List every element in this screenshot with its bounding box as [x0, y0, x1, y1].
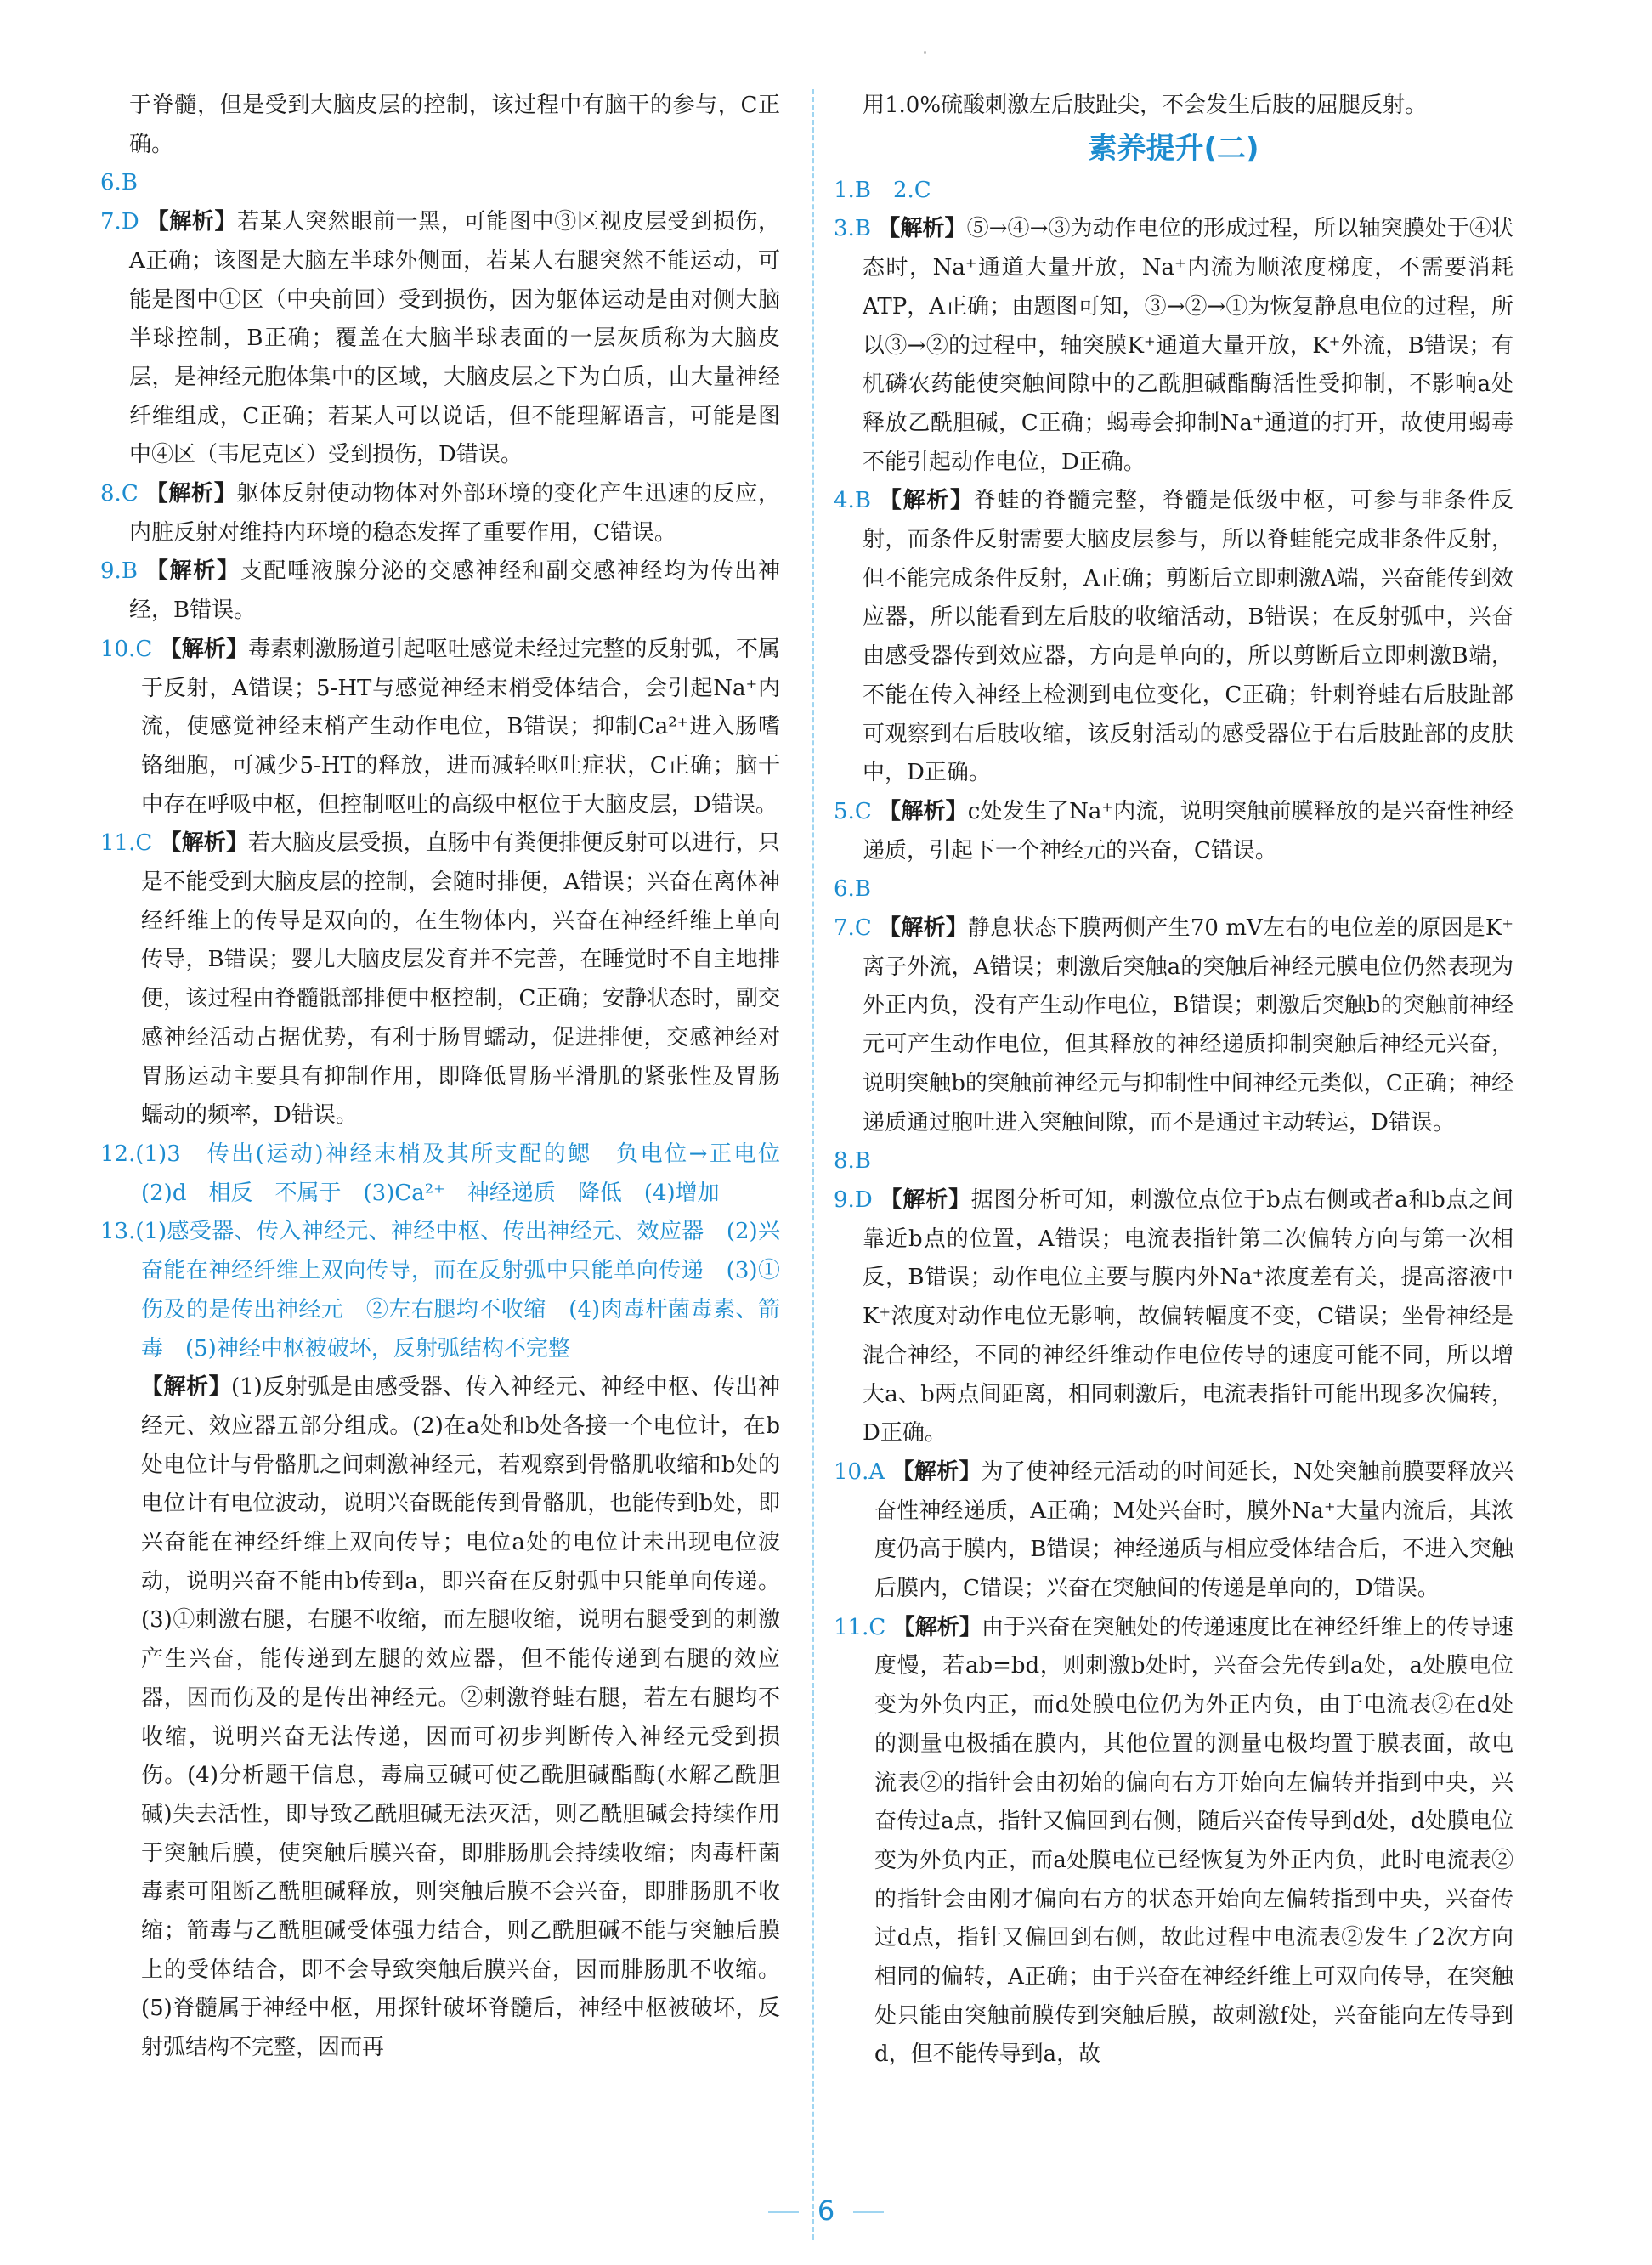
- analysis-text: 若大脑皮层受损，直肠中有粪便排便反射可以进行，只是不能受到大脑皮层的控制，会随时排便，A错误；兴奋在离体神经纤维上的传导是双向的，在生物体内，兴奋在神经纤维上单向传导，B错误；婴儿大脑皮层发育并不完善，在睡觉时不自主地排便，该过程由脊髓骶部排便中枢控制，C正确；安静状态时，副交感神经活动占据优势，有利于肠胃蠕动，促进排便，交感神经对胃肠运动主要具有抑制作用，即降低胃肠平滑肌的紧张性及胃肠蠕动的频率，D错误。: [141, 830, 780, 1129]
- answer-item-13: [100, 1213, 780, 1368]
- analysis-tag: 【解析】: [141, 1374, 231, 1401]
- item-answer: C: [914, 177, 931, 203]
- answer-item-6: [100, 164, 780, 203]
- scan-dot: [924, 51, 926, 54]
- answer-item-1-2: [834, 172, 1513, 211]
- item-answer: C: [854, 915, 872, 942]
- analysis-text: 躯体反射使动物体对外部环境的变化产生迅速的反应，内脏反射对维持内环境的稳态发挥了重要作用，C错误。: [129, 481, 780, 546]
- item-number: 11.: [100, 830, 136, 857]
- left-intro: 于脊髓，但是受到大脑皮层的控制，该过程中有脑干的参与，C正确。: [129, 93, 780, 157]
- analysis-tag: 【解析】: [878, 216, 967, 242]
- answer-item-6: [834, 870, 1513, 909]
- right-column: [834, 87, 1513, 2075]
- footer-rule-left: [768, 2211, 799, 2213]
- analysis-tag: 【解析】: [879, 915, 968, 942]
- answer-item-12: [100, 1135, 803, 1213]
- item-number: 12.: [100, 1141, 136, 1167]
- answer-item-7: [834, 909, 1513, 1142]
- item-number: 5.: [834, 798, 855, 824]
- item-number: 8.: [100, 481, 122, 507]
- section-title: 素养提升(二): [1088, 131, 1259, 166]
- analysis-text: 由于兴奋在突触处的传递速度比在神经纤维上的传导速度慢，若ab=bd，则刺激b处时，兴奋会先传到a处，a处膜电位变为外负内正，而d处膜电位仍为外正内负，由于电流表②在d处的测量电极插在膜内，其他位置的测量电极均置于膜表面，故电流表②的指针会由初始的偏向右方开始向左偏转并指到中央，兴奋传过a点，指针又偏回到右侧，随后兴奋传导到d处，d处膜电位变为外负内正，而a处膜电位已经恢复为外正内负，此时电流表②的指针会由刚才偏向右方的状态开始向左偏转指到中央，兴奋传过d点，指针又偏回到右侧，故此过程中电流表②发生了2次方向相同的偏转，A正确；由于兴奋在神经纤维上可双向传导，在突触处只能由突触前膜传到突触后膜，故刺激f处，兴奋能向左传导到d，但不能传导到a，故: [874, 1614, 1513, 2068]
- item-answer: D: [121, 209, 139, 235]
- item-answer-text: (1)感受器、传入神经元、神经中枢、传出神经元、效应器 (2)兴奋能在神经纤维上双向传导，而在反射弧中只能单向传递 (3)①伤及的是传出神经元 ②左右腿均不收缩 (4)肉毒杆菌毒素、箭毒 (5)神经中枢被破坏，反射弧结构不完整: [135, 1219, 780, 1362]
- analysis-text: ⑤→④→③为动作电位的形成过程，所以轴突膜处于④状态时，Na⁺通道大量开放，Na⁺内流为顺浓度梯度，不需要消耗ATP，A正确；由题图可知，③→②→①为恢复静息电位的过程，所以③→②的过程中，轴突膜K⁺通道大量开放，K⁺外流，B错误；有机磷农药能使突触间隙中的乙酰胆碱酯酶活性受抑制，不影响a处释放乙酰胆碱，C正确；蝎毒会抑制Na⁺通道的打开，故使用蝎毒不能引起动作电位，D正确。: [863, 216, 1513, 475]
- item-number: 2.: [892, 177, 914, 203]
- page-number: 6: [817, 2194, 835, 2227]
- analysis-tag: 【解析】: [159, 830, 248, 857]
- item-number: 3.: [834, 216, 855, 242]
- item-number: 8.: [834, 1148, 855, 1175]
- item-number: 7.: [834, 915, 855, 942]
- analysis-tag: 【解析】: [146, 209, 238, 235]
- column-divider: [812, 89, 814, 2240]
- analysis-text: 为了使神经元活动的时间延长，N处突触前膜要释放兴奋性神经递质，A正确；M处兴奋时，膜外Na⁺大量内流后，其浓度仍高于膜内，B错误；神经递质与相应受体结合后，不进入突触后膜内，C错误；兴奋在突触间的传递是单向的，D错误。: [874, 1458, 1513, 1602]
- answer-item-11: [834, 1609, 1513, 2075]
- item-number: 10.: [100, 636, 136, 662]
- item-answer: B: [121, 558, 138, 585]
- answer-item-13-analysis: [100, 1368, 780, 2068]
- footer-rule-right: [853, 2211, 884, 2213]
- analysis-tag: 【解析】: [879, 798, 968, 824]
- item-answer: C: [135, 830, 153, 857]
- item-answer: A: [868, 1458, 885, 1485]
- item-number: 6.: [834, 876, 855, 903]
- analysis-text: 脊蛙的脊髓完整，脊髓是低级中枢，可参与非条件反射，而条件反射需要大脑皮层参与，所以脊蛙能完成非条件反射，但不能完成条件反射，A正确；剪断后立即刺激A端，兴奋能传到效应器，所以能看到左后肢的收缩活动，B错误；在反射弧中，兴奋由感受器传到效应器，方向是单向的，所以剪断后立即刺激B端，不能在传入神经上检测到电位变化，C正确；针刺脊蛙右后肢趾部可观察到右后肢收缩，该反射活动的感受器位于右后肢趾部的皮肤中，D正确。: [863, 488, 1513, 786]
- right-intro: 用1.0%硫酸刺激左后肢趾尖，不会发生后肢的屈腿反射。: [863, 93, 1428, 118]
- analysis-text: 静息状态下膜两侧产生70 mV左右的电位差的原因是K⁺离子外流，A错误；刺激后突触a的突触后神经元膜电位仍然表现为外正内负，没有产生动作电位，B错误；刺激后突触b的突触前神经元可产生动作电位，但其释放的神经递质抑制突触后神经元兴奋，说明突触b的突触前神经元与抑制性中间神经元类似，C正确；神经递质通过胞吐进入突触间隙，而不是通过主动转运，D错误。: [863, 915, 1513, 1135]
- analysis-tag: 【解析】: [891, 1458, 982, 1485]
- item-number: 9.: [100, 558, 122, 585]
- item-answer: C: [854, 798, 872, 824]
- answer-item-9: [100, 552, 780, 630]
- item-number: 13.: [100, 1219, 136, 1245]
- item-number: 1.: [834, 177, 855, 203]
- analysis-text: 支配唾液腺分泌的交感神经和副交感神经均为传出神经，B错误。: [129, 558, 780, 624]
- answer-item-3: [834, 210, 1513, 482]
- answer-item-5: [834, 793, 1513, 870]
- answer-item-10: [100, 631, 780, 825]
- analysis-text: 毒素刺激肠道引起呕吐感觉未经过完整的反射弧，不属于反射，A错误；5-HT与感觉神经末梢受体结合，会引起Na⁺内流，使感觉神经末梢产生动作电位，B错误；抑制Ca²⁺进入肠嗜铬细胞，可减少5-HT的释放，进而减轻呕吐症状，C正确；脑干中存在呼吸中枢，但控制呕吐的高级中枢位于大脑皮层，D错误。: [141, 636, 780, 818]
- item-answer-text: (1)3 传出(运动)神经末梢及其所支配的鳃 负电位→正电位 (2)d 相反 不属于 (3)Ca²⁺ 神经递质 降低 (4)增加: [135, 1141, 803, 1206]
- item-answer: C: [135, 636, 153, 662]
- item-number: 6.: [100, 170, 122, 196]
- item-number: 9.: [834, 1186, 855, 1213]
- answer-item-8: [100, 475, 780, 552]
- item-answer: C: [868, 1614, 886, 1640]
- answer-item-10: [834, 1453, 1513, 1609]
- analysis-text: 若某人突然眼前一黑，可能图中③区视皮层受到损伤，A正确；该图是大脑左半球外侧面，若某人右腿突然不能运动，可能是图中①区（中央前回）受到损伤，因为躯体运动是由对侧大脑半球控制，B正确；覆盖在大脑半球表面的一层灰质称为大脑皮层，是神经元胞体集中的区域，大脑皮层之下为白质，由大量神经纤维组成，C正确；若某人可以说话，但不能理解语言，可能是图中④区（韦尼克区）受到损伤，D错误。: [129, 209, 780, 468]
- analysis-tag: 【解析】: [145, 558, 240, 585]
- item-number: 4.: [834, 488, 855, 514]
- analysis-tag: 【解析】: [145, 481, 237, 507]
- answer-item-11: [100, 824, 780, 1135]
- answer-item-8: [834, 1142, 1513, 1181]
- item-number: 7.: [100, 209, 122, 235]
- item-answer: B: [854, 488, 871, 514]
- answer-item-9: [834, 1181, 1513, 1453]
- analysis-tag: 【解析】: [892, 1614, 982, 1640]
- item-answer: D: [854, 1186, 873, 1213]
- item-answer: B: [854, 876, 871, 903]
- analysis-text: 据图分析可知，刺激位点位于b点右侧或者a和b点之间靠近b点的位置，A错误；电流表指针第二次偏转方向与第一次相反，B错误；动作电位主要与膜内外Na⁺浓度差有关，提高溶液中K⁺浓度对动作电位无影响，故偏转幅度不变，C错误；坐骨神经是混合神经，不同的神经纤维动作电位传导的速度可能不同，所以增大a、b两点间距离，相同刺激后，电流表指针可能出现多次偏转，D正确。: [863, 1186, 1513, 1447]
- analysis-tag: 【解析】: [159, 636, 248, 662]
- analysis-text: (1)反射弧是由感受器、传入神经元、神经中枢、传出神经元、效应器五部分组成。(2)在a处和b处各接一个电位计，在b处电位计与骨骼肌之间刺激神经元，若观察到骨骼肌收缩和b处的电位计有电位波动，说明兴奋既能传到骨骼肌，也能传到b处，即兴奋能在神经纤维上双向传导；电位a处的电位计未出现电位波动，说明兴奋不能由b传到a，即兴奋在反射弧中只能单向传递。(3)①刺激右腿，右腿不收缩，而左腿收缩，说明右腿受到的刺激产生兴奋，能传递到左腿的效应器，但不能传递到右腿的效应器，因而伤及的是传出神经元。②刺激脊蛙右腿，若左右腿均不收缩，说明兴奋无法传递，因而可初步判断传入神经元受到损伤。(4)分析题干信息，毒扁豆碱可使乙酰胆碱酯酶(水解乙酰胆碱)失去活性，即导致乙酰胆碱无法灭活，则乙酰胆碱会持续作用于突触后膜，使突触后膜兴奋，即腓肠肌会持续收缩；肉毒杆菌毒素可阻断乙酰胆碱释放，则突触后膜不会兴奋，即腓肠肌不收缩；箭毒与乙酰胆碱受体强力结合，则乙酰胆碱不能与突触后膜上的受体结合，即不会导致突触后膜兴奋，因而腓肠肌不收缩。(5)脊髓属于神经中枢，用探针破坏脊髓后，神经中枢被破坏，反射弧结构不完整，因而再: [141, 1374, 780, 2061]
- analysis-tag: 【解析】: [880, 1186, 971, 1213]
- item-number: 11.: [834, 1614, 869, 1640]
- item-answer: B: [121, 170, 138, 196]
- item-answer: C: [121, 481, 139, 507]
- item-answer: B: [854, 1148, 871, 1175]
- page-footer: [0, 2194, 1652, 2227]
- answer-item-4: [834, 482, 1513, 793]
- item-answer: B: [854, 216, 871, 242]
- analysis-tag: 【解析】: [879, 488, 974, 514]
- item-answer: B: [854, 177, 871, 203]
- analysis-text: c处发生了Na⁺内流，说明突触前膜释放的是兴奋性神经递质，引起下一个神经元的兴奋，C错误。: [863, 798, 1513, 864]
- left-column: [100, 87, 803, 2068]
- item-number: 10.: [834, 1458, 869, 1485]
- answer-item-7: [100, 203, 780, 475]
